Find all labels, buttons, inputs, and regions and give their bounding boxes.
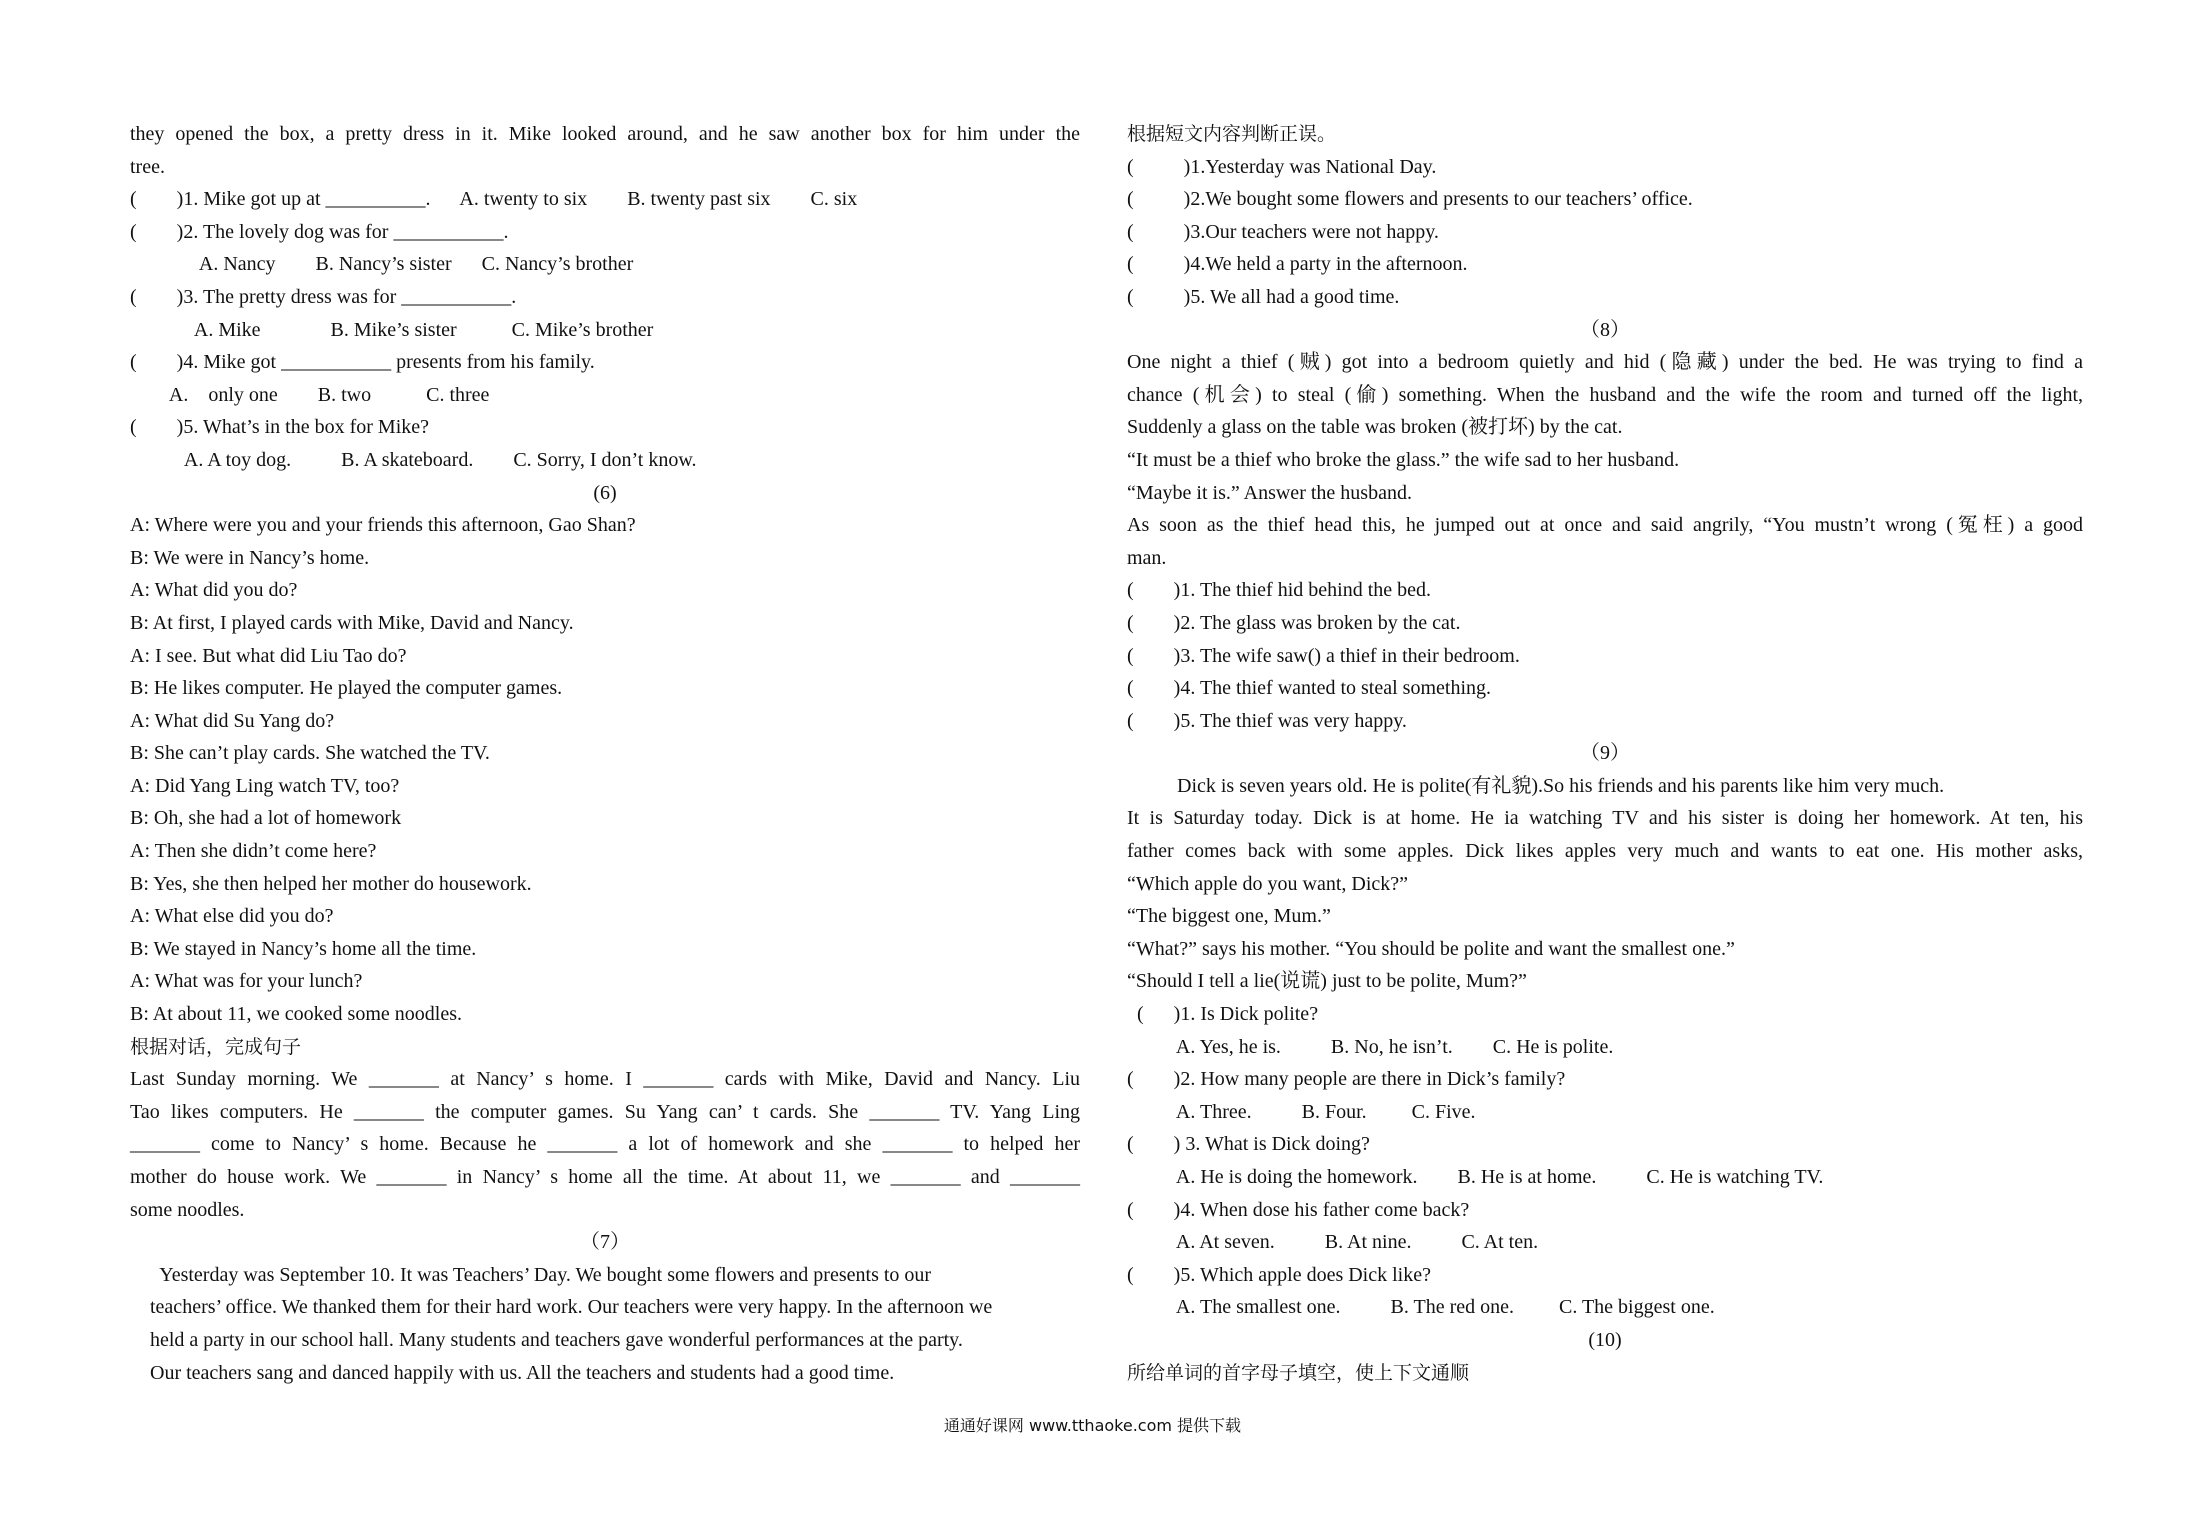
text-line: teachers’ office. We thanked them for their hard work. Our teachers were very happy. In the afternoon we: [130, 1296, 993, 1319]
text-line: ( )2. How many people are there in Dick’s family?: [1127, 1068, 1566, 1091]
text-line: ( )4. When dose his father come back?: [1127, 1198, 1470, 1221]
text-line: ( )4.We held a party in the afternoon.: [1127, 253, 1468, 276]
text-line: One night a thief (贼) got into a bedroom quietly and hid (隐藏) under the bed. He was trying to find a: [1127, 351, 2083, 374]
text-line: held a party in our school hall. Many students and teachers gave wonderful performances at the party.: [130, 1328, 963, 1351]
text-line: ( )1.Yesterday was National Day.: [1127, 155, 1437, 178]
text-line: A: What was for your lunch?: [130, 970, 363, 993]
text-line: A. At seven. B. At nine. C. At ten.: [1127, 1231, 1539, 1254]
text-line: B: He likes computer. He played the computer games.: [130, 677, 563, 700]
text-line: ( )4. Mike got ___________ presents from his family.: [130, 351, 595, 374]
right-column: [1127, 118, 2083, 1389]
text-line: A: What else did you do?: [130, 905, 334, 928]
text-line: ( )5. The thief was very happy.: [1127, 709, 1407, 732]
text-line: ( ) 3. What is Dick doing?: [1127, 1133, 1370, 1156]
page-footer: 通通好课网 www.tthaoke.com 提供下载: [943, 1416, 1242, 1435]
text-line: father comes back with some apples. Dick likes apples very much and wants to eat one. His mother asks,: [1127, 840, 2083, 863]
text-line: A. Three. B. Four. C. Five.: [1127, 1100, 1476, 1123]
text-line: they opened the box, a pretty dress in it. Mike looked around, and he saw another box for him under the: [130, 123, 1080, 145]
text-line: B: We stayed in Nancy’s home all the time.: [130, 937, 477, 960]
text-line: A: I see. But what did Liu Tao do?: [130, 644, 407, 667]
text-line: A: What did Su Yang do?: [130, 709, 335, 732]
text-line: （7）: [580, 1231, 630, 1254]
text-line: ( )1. The thief hid behind the bed.: [1127, 579, 1432, 602]
text-line: “The biggest one, Mum.”: [1127, 905, 1331, 928]
text-line: A. The smallest one. B. The red one. C. The biggest one.: [1127, 1296, 1715, 1319]
text-line: ( )3. The pretty dress was for ___________.: [130, 285, 517, 308]
text-line: A: Then she didn’t come here?: [130, 840, 377, 863]
text-line: “Should I tell a lie(说谎) just to be polite, Mum?”: [1127, 970, 1527, 993]
text-line: B: At about 11, we cooked some noodles.: [130, 1003, 462, 1026]
text-line: B: She can’t play cards. She watched the TV.: [130, 742, 490, 765]
text-line: A: Did Yang Ling watch TV, too?: [130, 774, 400, 797]
text-line: mother do house work. We _______ in Nancy’ s home all the time. At about 11, we _______ and _______: [130, 1166, 1080, 1188]
text-line: man.: [1127, 546, 1167, 569]
text-line: Suddenly a glass on the table was broken (被打坏) by the cat.: [1127, 416, 1623, 439]
text-line: “It must be a thief who broke the glass.” the wife sad to her husband.: [1127, 448, 1680, 471]
text-line: ( )2.We bought some flowers and presents to our teachers’ office.: [1127, 188, 1693, 211]
text-line: ( )2. The lovely dog was for ___________.: [130, 220, 509, 243]
text-line: As soon as the thief head this, he jumped out at once and said angrily, “You mustn’t wrong (冤枉) a good: [1127, 514, 2083, 537]
text-line: It is Saturday today. Dick is at home. He ia watching TV and his sister is doing her homework. At ten, his: [1127, 807, 2083, 830]
text-line: A. He is doing the homework. B. He is at home. C. He is watching TV.: [1127, 1166, 1824, 1188]
text-line: (10): [1588, 1328, 1622, 1351]
text-line: 根据短文内容判断正误。: [1127, 123, 1337, 145]
text-line: （9）: [1580, 742, 1630, 765]
text-line: Last Sunday morning. We _______ at Nancy’ s home. I _______ cards with Mike, David and Nancy. Liu: [130, 1068, 1080, 1091]
text-line: “What?” says his mother. “You should be polite and want the smallest one.”: [1127, 937, 1735, 960]
text-line: ( )5. Which apple does Dick like?: [1127, 1263, 1431, 1286]
text-line: ( )2. The glass was broken by the cat.: [1127, 611, 1461, 634]
text-line: B: At first, I played cards with Mike, David and Nancy.: [130, 611, 574, 634]
text-line: ( )5. What’s in the box for Mike?: [130, 416, 430, 439]
text-line: A. Yes, he is. B. No, he isn’t. C. He is polite.: [1127, 1035, 1614, 1058]
text-line: B: Yes, she then helped her mother do housework.: [130, 872, 532, 895]
text-line: tree.: [130, 155, 165, 178]
text-line: chance (机会) to steal (偷) something. When the husband and the wife the room and turned off the light,: [1127, 383, 2083, 406]
text-line: A. Mike B. Mike’s sister C. Mike’s brother: [130, 318, 654, 341]
text-line: B: We were in Nancy’s home.: [130, 546, 370, 569]
text-line: ( )3.Our teachers were not happy.: [1127, 220, 1439, 243]
text-line: “Which apple do you want, Dick?”: [1127, 872, 1409, 895]
text-line: ( )1. Mike got up at __________. A. twenty to six B. twenty past six C. six: [130, 188, 858, 211]
text-line: Our teachers sang and danced happily with us. All the teachers and students had a good time.: [130, 1361, 895, 1384]
text-line: (6): [593, 481, 617, 504]
text-line: Tao likes computers. He _______ the computer games. Su Yang can’ t cards. She _______ TV. Yang Ling: [130, 1100, 1080, 1123]
left-column: [130, 118, 1080, 1389]
text-line: _______ come to Nancy’ s home. Because he _______ a lot of homework and she _______ to helped her: [130, 1133, 1080, 1156]
text-line: some noodles.: [130, 1198, 245, 1221]
text-line: A. only one B. two C. three: [130, 383, 490, 406]
text-line: A: What did you do?: [130, 579, 298, 602]
text-line: ( )1. Is Dick polite?: [1127, 1003, 1319, 1026]
text-line: A. Nancy B. Nancy’s sister C. Nancy’s brother: [130, 253, 634, 276]
text-line: ( )5. We all had a good time.: [1127, 285, 1400, 308]
text-line: ( )3. The wife saw() a thief in their bedroom.: [1127, 644, 1520, 667]
text-line: Yesterday was September 10. It was Teachers’ Day. We bought some flowers and presents to our: [130, 1263, 932, 1286]
text-line: B: Oh, she had a lot of homework: [130, 807, 402, 830]
text-line: A. A toy dog. B. A skateboard. C. Sorry, I don’t know.: [130, 448, 697, 471]
text-line: （8）: [1580, 318, 1630, 341]
text-line: 根据对话，完成句子: [130, 1035, 302, 1058]
text-line: ( )4. The thief wanted to steal something.: [1127, 677, 1491, 700]
text-line: “Maybe it is.” Answer the husband.: [1127, 481, 1412, 504]
text-line: 所给单词的首字母子填空，使上下文通顺: [1127, 1361, 1470, 1384]
text-line: Dick is seven years old. He is polite(有礼貌).So his friends and his parents like him very much.: [1127, 774, 1945, 797]
text-line: A: Where were you and your friends this afternoon, Gao Shan?: [130, 514, 636, 537]
